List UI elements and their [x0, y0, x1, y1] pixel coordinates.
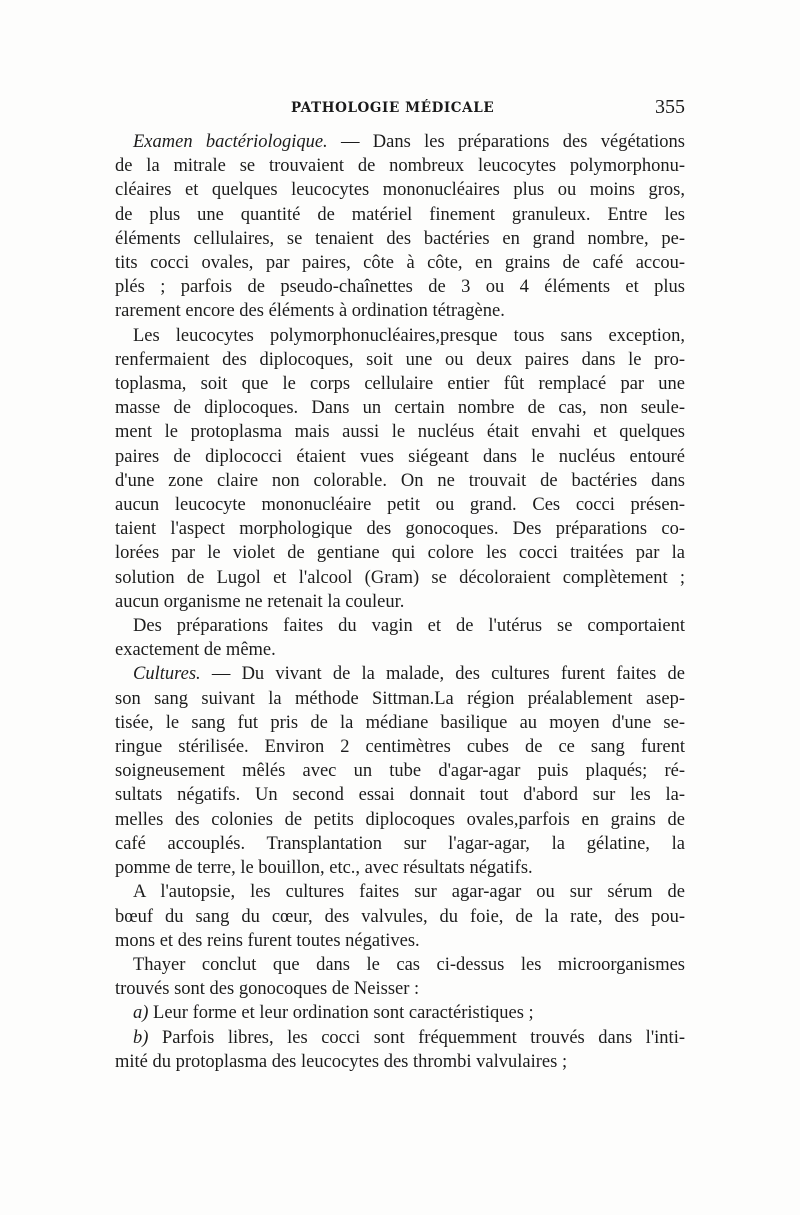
text-line: de la mitrale se trouvaient de nombreux leucocytes polymorphonu- [115, 156, 685, 177]
text-line: café accouplés. Transplantation sur l'agar-agar, la gélatine, la [115, 833, 685, 854]
list-marker: b) [133, 1027, 149, 1048]
text-line: plés ; parfois de pseudo-chaînettes de 3 ou 4 éléments et plus [115, 277, 685, 298]
text-line: soigneusement mêlés avec un tube d'agar-agar puis plaqués; ré- [115, 761, 685, 782]
text-line: aucun leucocyte mononucléaire petit ou grand. Ces cocci présen- [115, 495, 685, 516]
paragraph-cultures [115, 662, 685, 880]
text-line: ringue stérilisée. Environ 2 centimètres cubes de ce sang furent [115, 737, 685, 758]
paragraph-autopsie [115, 880, 685, 953]
paragraph-thayer [115, 953, 685, 1001]
text-line: mité du protoplasma des leucocytes des thrombi valvulaires ; [115, 1051, 568, 1072]
text-line: — Du vivant de la malade, des cultures furent faites de [200, 664, 685, 685]
text-line: taient l'aspect morphologique des gonocoques. Des préparations co- [115, 519, 685, 540]
text-line: d'une zone claire non colorable. On ne trouvait de bactéries dans [115, 470, 685, 491]
text-line: paires de diplococci étaient vues siégeant dans le nucléus entouré [115, 446, 685, 467]
text-line: Des préparations faites du vagin et de l'utérus se comportaient [133, 616, 685, 637]
text-line: bœuf du sang du cœur, des valvules, du foie, de la rate, des pou- [115, 906, 685, 927]
text-line: — Dans les préparations des végétations [327, 132, 685, 152]
text-line: aucun organisme ne retenait la couleur. [115, 591, 405, 612]
text-line: de plus une quantité de matériel finement granuleux. Entre les [115, 204, 685, 225]
text-line: trouvés sont des gonocoques de Neisser : [115, 979, 420, 1000]
section-lead: Examen bactériologique. [133, 132, 328, 152]
page-number: 355 [655, 96, 685, 118]
text-line: mons et des reins furent toutes négatives. [115, 930, 420, 951]
text-line: solution de Lugol et l'alcool (Gram) se décoloraient complètement ; [115, 567, 685, 588]
text-line: pomme de terre, le bouillon, etc., avec résultats négatifs. [115, 858, 533, 879]
text-line: exactement de même. [115, 640, 276, 661]
running-title: PATHOLOGIE MÉDICALE [291, 100, 495, 116]
text-line: lorées par le violet de gentiane qui colore les cocci traitées par la [115, 543, 685, 564]
paragraph-examen-bacteriologique [115, 130, 685, 324]
list-item-b [115, 1026, 685, 1074]
text-line: rarement encore des éléments à ordination tétragène. [115, 301, 505, 322]
text-line: Leur forme et leur ordination sont caractéristiques ; [148, 1003, 534, 1024]
list-marker: a) [133, 1003, 149, 1024]
text-line: éléments cellulaires, se tenaient des bactéries en grand nombre, pe- [115, 228, 685, 249]
section-lead: Cultures. [133, 664, 201, 685]
text-line: A l'autopsie, les cultures faites sur agar-agar ou sur sérum de [133, 882, 685, 903]
body-text [115, 130, 685, 1074]
text-line: Thayer conclut que dans le cas ci-dessus les microorganismes [133, 954, 685, 975]
text-line: toplasma, soit que le corps cellulaire entier fût remplacé par une [115, 374, 685, 395]
text-line: masse de diplocoques. Dans un certain nombre de cas, non seule- [115, 398, 685, 419]
text-line: tisée, le sang fut pris de la médiane basilique au moyen d'une se- [115, 712, 685, 733]
text-line: Parfois libres, les cocci sont fréquemment trouvés dans l'inti- [148, 1027, 685, 1048]
paragraph-preparations [115, 614, 685, 662]
text-line: melles des colonies de petits diplocoques ovales,parfois en grains de [115, 809, 685, 830]
text-line: renfermaient des diplocoques, soit une ou deux paires dans le pro- [115, 349, 685, 370]
paragraph-leucocytes [115, 324, 685, 614]
text-line: ment le protoplasma mais aussi le nucléus était envahi et quelques [115, 422, 685, 443]
text-line: Les leucocytes polymorphonucléaires,presque tous sans exception, [133, 325, 685, 346]
text-line: sultats négatifs. Un second essai donnait tout d'abord sur les la- [115, 785, 685, 806]
running-head [115, 96, 685, 126]
text-line: tits cocci ovales, par paires, côte à côte, en grains de café accou- [115, 253, 685, 274]
text-line: cléaires et quelques leucocytes mononucléaires plus ou moins gros, [115, 180, 685, 201]
text-line: son sang suivant la méthode Sittman.La région préalablement asep- [115, 688, 685, 709]
list-item-a [115, 1001, 685, 1025]
